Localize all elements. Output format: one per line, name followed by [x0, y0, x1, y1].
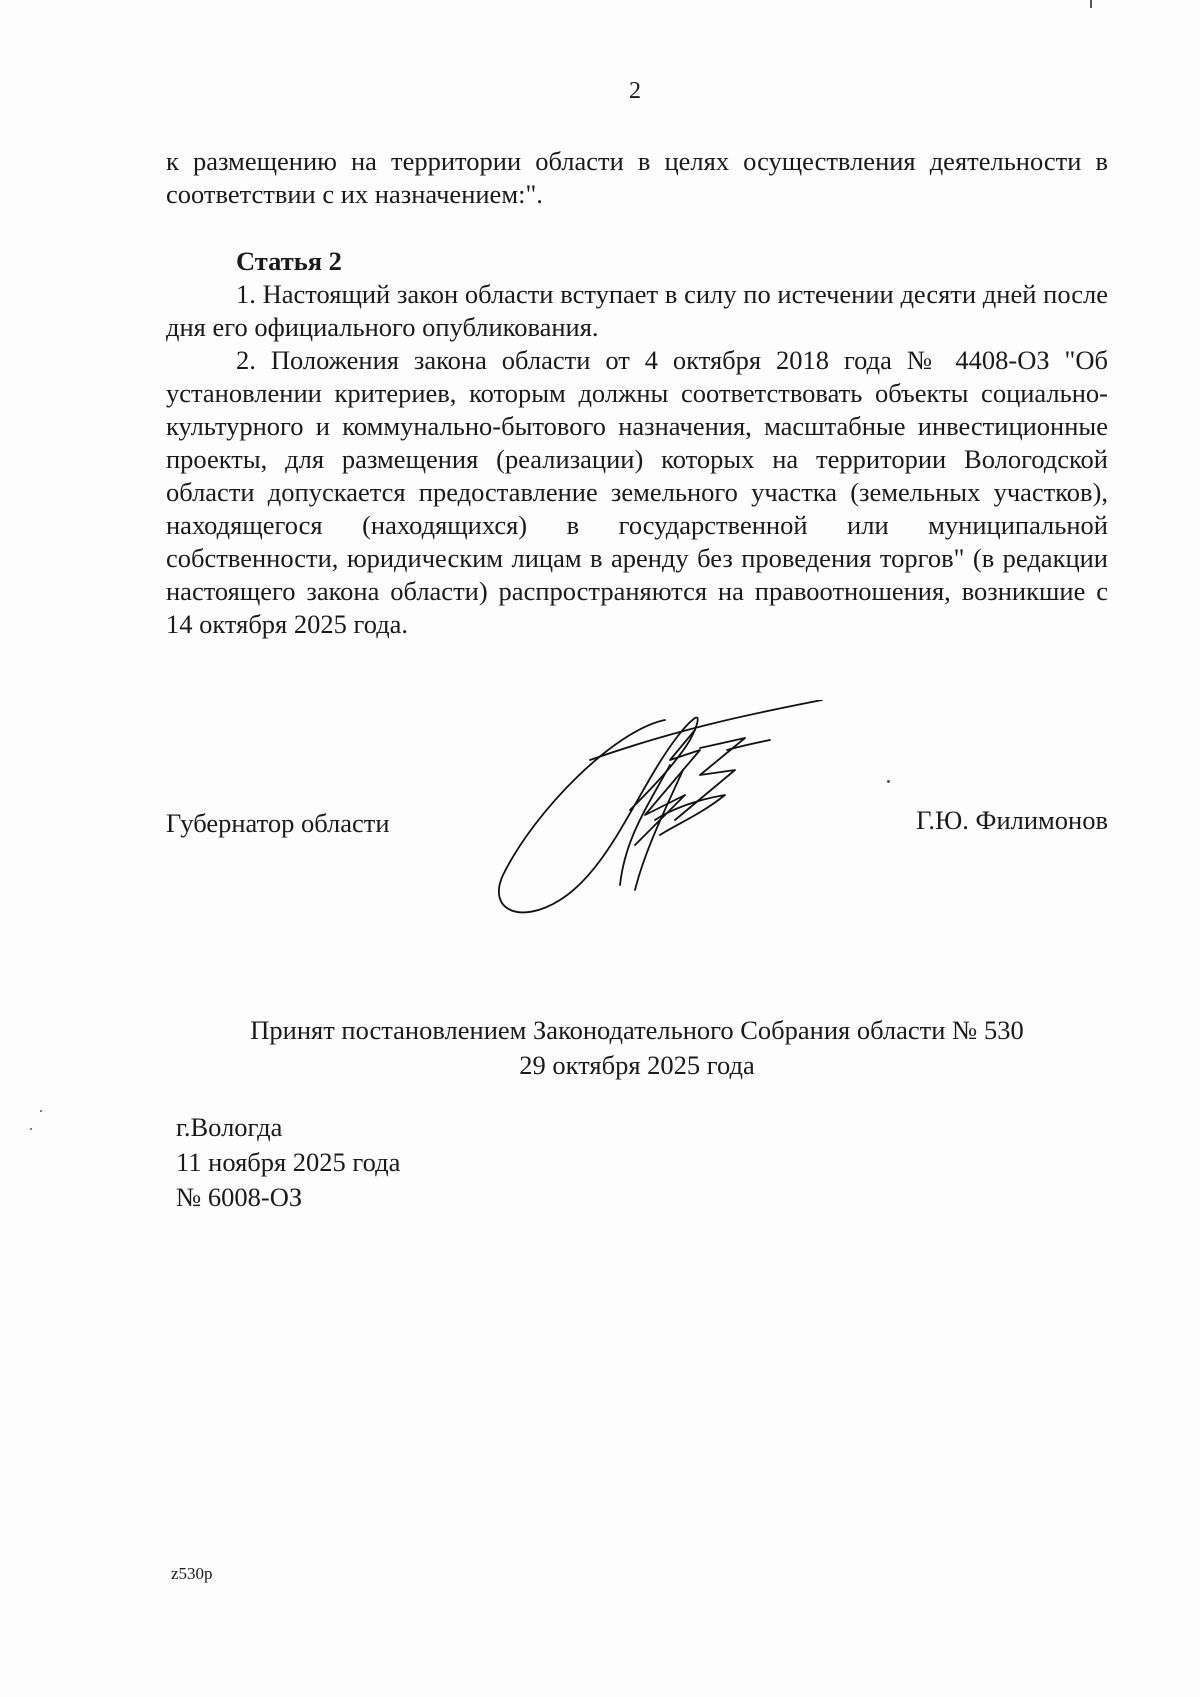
article-item-1: 1. Настоящий закон области вступает в силу по истечении десяти дней после дня его официального опубликования. [166, 279, 1108, 342]
footer-code: z530p [171, 1564, 213, 1583]
article-item-2: 2. Положения закона области от 4 октября 2018 года № 4408-ОЗ "Об установлении критериев, которым должны соответствовать объекты социально-культурного и коммунально-бытового назначения, масштабные инвестиционные проекты, для размещения (реализации) которых на территории Вологодской области допускается предоставление земельного участка (земельных участков), находящегося (находящихся) в государственной или муниципальной собственности, юридическим лицам в аренду без проведения торгов" (в редакции настоящего закона области) распространяются на правоотношения, возникшие с 14 октября 2025 года. [166, 345, 1108, 639]
adoption-line-2: 29 октября 2025 года [519, 1050, 755, 1080]
adoption-line-1: Принят постановлением Законодательного Собрания области № 530 [250, 1015, 1024, 1045]
scan-speck [1090, 0, 1092, 8]
place-city: г.Вологда [176, 1112, 283, 1142]
signatory-title: Губернатор области [166, 808, 390, 838]
signatory-name: Г.Ю. Филимонов [916, 805, 1108, 835]
scan-speck [30, 1128, 32, 1130]
page-number: 2 [629, 78, 641, 104]
lead-paragraph: к размещению на территории области в целях осуществления деятельности в соответствии с их назначением:". [166, 146, 1108, 209]
place-date: 11 ноября 2025 года [176, 1147, 401, 1177]
scan-speck [887, 780, 890, 783]
lead-paragraph-block [166, 145, 1108, 211]
place-date-block [176, 1110, 400, 1215]
adoption-note [166, 1013, 1108, 1083]
governor-signature [495, 700, 835, 930]
article-block [166, 245, 1108, 641]
scan-speck [40, 1110, 42, 1112]
law-number: № 6008-ОЗ [176, 1182, 303, 1212]
article-heading: Статья 2 [236, 246, 342, 276]
